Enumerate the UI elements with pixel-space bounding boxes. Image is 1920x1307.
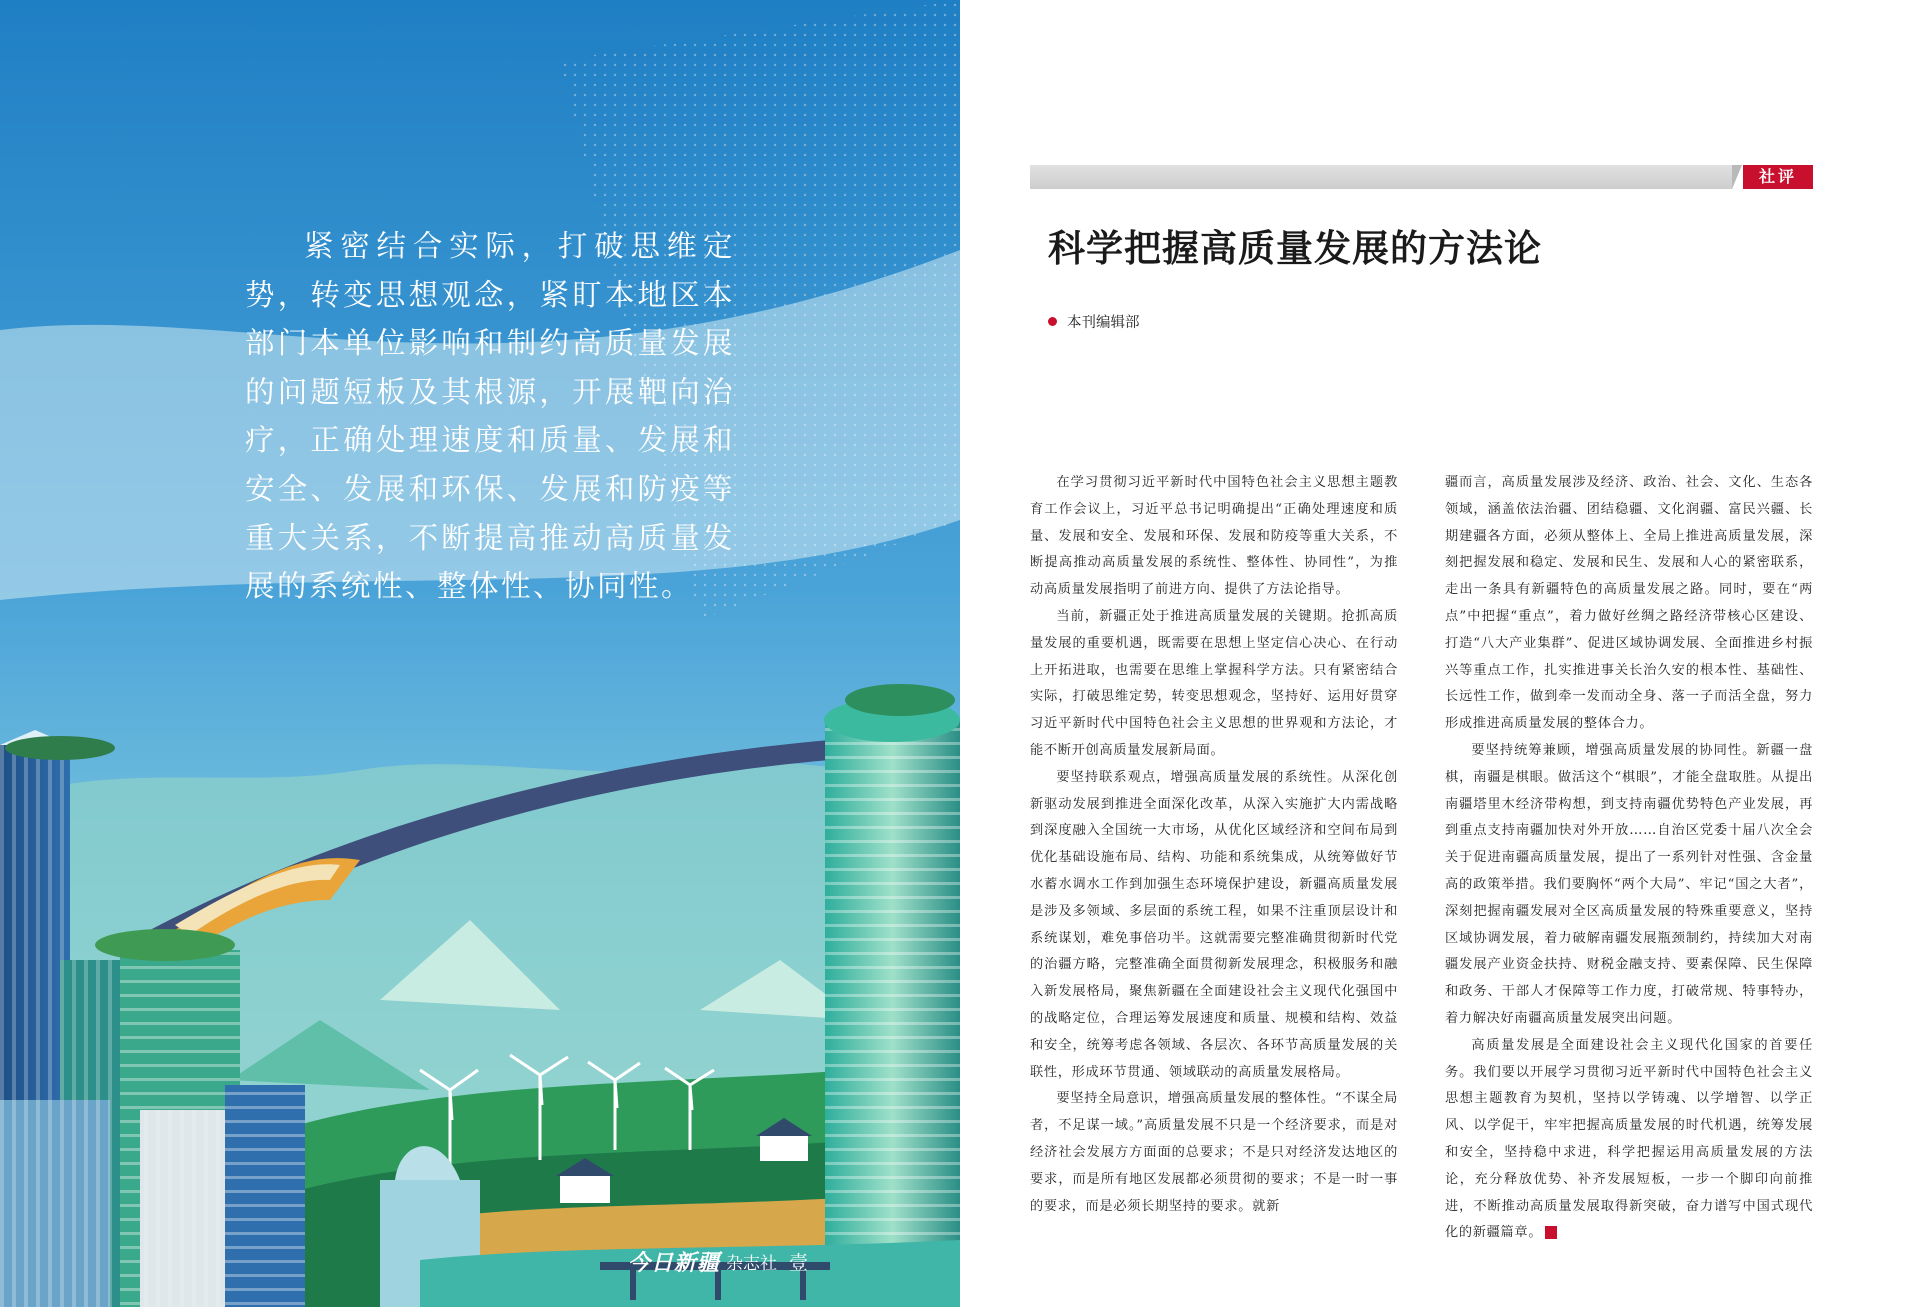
end-of-article-icon: J xyxy=(1545,1226,1557,1239)
paragraph-text: 高质量发展是全面建设社会主义现代化国家的首要任务。我们要以开展学习贯彻习近平新时代中国特色社会主义思想主题教育为契机，坚持以学铸魂、以学增智、以学正风、以学促干，牢牢把握高质量发展的时代机遇，统筹发展和安全，坚持稳中求进，科学把握运用高质量发展的方法论，充分释放优势、补齐发展短板，一步一个脚印向前推进，不断推动高质量发展取得新突破，奋力谱写中国式现代化的新疆篇章。 xyxy=(1445,1037,1813,1241)
paragraph-final xyxy=(1445,1033,1813,1247)
article-column-1 xyxy=(1030,470,1398,1220)
magazine-publisher-suffix: 杂志社 xyxy=(726,1254,778,1274)
pull-quote: 紧密结合实际，打破思维定势，转变思想观念，紧盯本地区本部门本单位影响和制约高质量发展的问题短板及其根源，开展靶向治疗，正确处理速度和质量、发展和安全、发展和环保、发展和防疫等重大关系，不断提高推动高质量发展的系统性、整体性、协同性。 xyxy=(245,229,735,604)
paragraph: 在学习贯彻习近平新时代中国特色社会主义思想主题教育工作会议上，习近平总书记明确提出“正确处理速度和质量、发展和安全、发展和环保、发展和防疫等重大关系，不断提高推动高质量发展的系统性、整体性、协同性”，为推动高质量发展指明了前进方向、提供了方法论指导。 xyxy=(1030,475,1398,598)
page-number: 壹 xyxy=(789,1252,809,1274)
column-tag: 社评 xyxy=(1743,165,1813,189)
magazine-logo: 今日新疆 xyxy=(628,1251,721,1276)
magazine-footer xyxy=(628,1246,808,1277)
paragraph-continuation: 疆而言，高质量发展涉及经济、政治、社会、文化、生态各领域，涵盖依法治疆、团结稳疆、文化润疆、富民兴疆、长期建疆各方面，必须从整体上、全局上推进高质量发展，深刻把握发展和稳定、发展和民生、发展和人心的紧密联系，走出一条具有新疆特色的高质量发展之路。同时，要在“两点”中把握“重点”，着力做好丝绸之路经济带核心区建设、打造“八大产业集群”、促进区域协调发展、全面推进乡村振兴等重点工作，扎实推进事关长治久安的根本性、基础性、长远性工作，做到牵一发而动全身、落一子而活全盘，努力形成推进高质量发展的整体合力。 xyxy=(1445,475,1813,732)
article-title: 科学把握高质量发展的方法论 xyxy=(1048,227,1542,270)
paragraph: 当前，新疆正处于推进高质量发展的关键期。抢抓高质量发展的重要机遇，既需要在思想上坚定信心决心、在行动上开拓进取，也需要在思维上掌握科学方法。只有紧密结合实际，打破思维定势，转变思想观念，坚持好、运用好贯穿习近平新时代中国特色社会主义思想的世界观和方法论，才能不断开创高质量发展新局面。 xyxy=(1030,608,1398,758)
header-rule xyxy=(1030,165,1732,189)
paragraph: 要坚持全局意识，增强高质量发展的整体性。“不谋全局者，不足谋一域。”高质量发展不只是一个经济要求，而是对经济社会发展方方面面的总要求；不是只对经济发达地区的要求，而是所有地区发展都必须贯彻的要求；不是一时一事的要求，而是必须长期坚持的要求。就新 xyxy=(1030,1091,1398,1214)
paragraph: 要坚持统筹兼顾，增强高质量发展的协同性。新疆一盘棋，南疆是棋眼。做活这个“棋眼”，才能全盘取胜。从提出南疆塔里木经济带构想，到支持南疆优势特色产业发展，再到重点支持南疆加快对外开放……自治区党委十届八次全会关于促进南疆高质量发展，提出了一系列针对性强、含金量高的政策举措。我们要胸怀“两个大局”、牢记“国之大者”，深刻把握南疆发展对全区高质量发展的特殊重要意义，坚持区域协调发展，着力破解南疆发展瓶颈制约，持续加大对南疆发展产业资金扶持、财税金融支持、要素保障、民生保障和政务、干部人才保障等工作力度，打破常规、特事特办，着力解决好南疆高质量发展突出问题。 xyxy=(1445,742,1813,1026)
article-column-2 xyxy=(1445,470,1813,1247)
article-page xyxy=(960,0,1920,1307)
byline xyxy=(1048,311,1140,332)
article-body xyxy=(1030,470,1813,1250)
byline-author: 本刊编辑部 xyxy=(1067,315,1140,331)
header-rule-fold xyxy=(1732,165,1742,189)
bullet-dot-icon xyxy=(1048,317,1057,326)
paragraph: 要坚持联系观点，增强高质量发展的系统性。从深化创新驱动发展到推进全面深化改革，从深入实施扩大内需战略到深度融入全国统一大市场，从优化区域经济和空间布局到优化基础设施布局、结构、功能和系统集成，从统筹做好节水蓄水调水工作到加强生态环境保护建设，新疆高质量发展是涉及多领域、多层面的系统工程，如果不注重顶层设计和系统谋划，难免事倍功半。这就需要完整准确贯彻新时代党的治疆方略，完整准确全面贯彻新发展理念，积极服务和融入新发展格局，聚焦新疆在全面建设社会主义现代化强国中的战略定位，合理运筹发展速度和质量、规模和结构、效益和安全，统筹考虑各领域、各层次、各环节高质量发展的关联性，形成环节贯通、领域联动的高质量发展格局。 xyxy=(1030,769,1398,1080)
